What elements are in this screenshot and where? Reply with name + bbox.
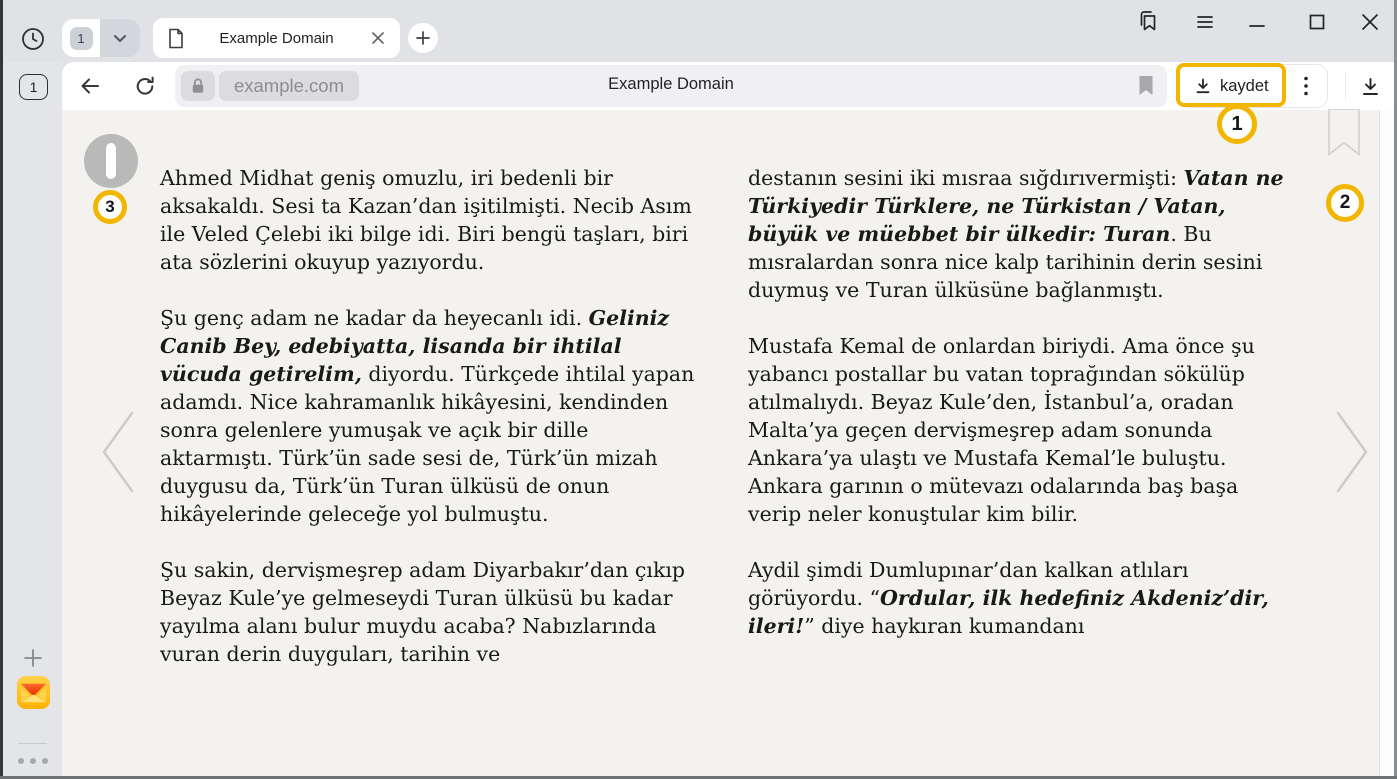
save-options-button[interactable] bbox=[1285, 75, 1327, 97]
download-icon bbox=[1194, 77, 1212, 95]
downloads-button[interactable] bbox=[1358, 74, 1382, 98]
tab-group-control bbox=[62, 19, 140, 57]
scrollbar-track[interactable] bbox=[1379, 110, 1394, 776]
maximize-icon bbox=[1307, 12, 1327, 32]
mail-app-button[interactable] bbox=[16, 675, 51, 710]
bookmark-flag-icon bbox=[1138, 75, 1154, 96]
tab-close-icon[interactable] bbox=[368, 28, 388, 48]
reader-paragraph: destanın sesini iki mısraa sığdırıvermişti: Vatan ne Türkiyedir Türklere, ne Türkistan / Vatan, büyük ve müebbet bir ülkedir: Turan. Bu mısralardan sonra nice kalp tarihinin derin sesini duymuş ve Turan ülküsüne bağlanmıştı. bbox=[748, 166, 1284, 302]
reader-column-right bbox=[748, 164, 1291, 696]
reader-paragraph: Şu sakin, dervişmeşrep adam Diyarbakır’dan çıkıp Beyaz Kule’ye gelmeseydi Turan ülküsü bu kadar yayılma alanı bulur muydu acaba? Nabızlarında vuran derin duyguları, tarihin ve bbox=[160, 558, 686, 666]
back-button[interactable] bbox=[77, 74, 103, 98]
reload-button[interactable] bbox=[133, 74, 157, 98]
page-icon bbox=[167, 28, 185, 49]
bookmark-flag-button[interactable] bbox=[1137, 74, 1154, 96]
arrow-left-icon bbox=[78, 74, 102, 98]
sidebar-tab-count-badge[interactable]: 1 bbox=[19, 74, 48, 100]
plus-icon bbox=[415, 30, 431, 46]
save-button-label: kaydet bbox=[1220, 76, 1269, 95]
annotation-badge-1: 1 bbox=[1217, 104, 1257, 144]
url-host-chip[interactable]: example.com bbox=[219, 71, 359, 101]
sidebar-more-button[interactable] bbox=[18, 755, 48, 767]
reader-column-left bbox=[160, 164, 703, 696]
history-button[interactable] bbox=[19, 25, 47, 53]
reader-columns bbox=[160, 164, 1292, 696]
chevron-right-icon bbox=[1330, 408, 1374, 496]
maximize-button[interactable] bbox=[1305, 10, 1329, 34]
save-button-group bbox=[1178, 64, 1328, 108]
sidebar bbox=[3, 62, 62, 776]
plus-icon bbox=[21, 646, 45, 670]
minimize-icon bbox=[1247, 12, 1267, 32]
tab-example-domain[interactable] bbox=[153, 18, 400, 58]
window-edge-left bbox=[0, 0, 3, 779]
minimize-button[interactable] bbox=[1245, 10, 1269, 34]
reader-view bbox=[62, 110, 1379, 776]
chevron-down-icon bbox=[111, 29, 129, 47]
toolbar bbox=[62, 62, 1394, 110]
tab-title: Example Domain bbox=[219, 29, 334, 47]
page-title: Example Domain bbox=[608, 75, 734, 93]
next-page-button[interactable] bbox=[1330, 408, 1374, 496]
reader-circle-icon[interactable] bbox=[84, 134, 138, 188]
tab-group-count-badge: 1 bbox=[70, 27, 93, 50]
yandex-mail-icon bbox=[16, 675, 51, 710]
annotation-badge-3: 3 bbox=[93, 190, 127, 224]
close-window-button[interactable] bbox=[1358, 10, 1382, 34]
tab-group-expand-button[interactable] bbox=[100, 19, 140, 57]
previous-page-button[interactable] bbox=[96, 408, 140, 496]
address-bar[interactable] bbox=[175, 65, 1167, 107]
hamburger-icon bbox=[1195, 12, 1215, 32]
bookmark-ribbon-icon bbox=[1328, 109, 1360, 157]
clock-icon bbox=[20, 26, 46, 52]
reader-paragraph: Aydil şimdi Dumlupınar’dan kalkan atlıları görüyordu. “Ordular, ilk hedefiniz Akdeniz’dir, ileri!” diye haykıran kumandanı bbox=[748, 558, 1269, 638]
reload-icon bbox=[133, 74, 157, 98]
kebab-menu-icon bbox=[1303, 75, 1309, 97]
tab-group-button[interactable] bbox=[62, 19, 100, 57]
download-icon bbox=[1360, 76, 1381, 97]
side-panel-button[interactable] bbox=[1136, 10, 1160, 34]
bookmark-ribbon[interactable] bbox=[1328, 109, 1360, 157]
tab-bar bbox=[3, 0, 1394, 62]
sidebar-divider bbox=[18, 743, 47, 744]
save-button[interactable] bbox=[1179, 77, 1285, 96]
reader-paragraph: Ahmed Midhat geniş omuzlu, iri bedenli bir aksakaldı. Sesi ta Kazan’dan işitilmişti. Necib Asım ile Veled Çelebi iki bilge idi. Biri bengü taşları, biri ata sözlerini okuyup yazıyordu. bbox=[160, 166, 692, 274]
sidebar-add-button[interactable] bbox=[20, 645, 46, 671]
close-icon bbox=[1360, 12, 1380, 32]
menu-button[interactable] bbox=[1193, 10, 1217, 34]
toolbar-divider bbox=[1345, 72, 1346, 100]
new-tab-button[interactable] bbox=[408, 23, 438, 53]
bookmarks-panel-icon bbox=[1136, 10, 1160, 34]
annotation-badge-2: 2 bbox=[1326, 184, 1364, 222]
reader-paragraph: Mustafa Kemal de onlardan biriydi. Ama önce şu yabancı postallar bu vatan toprağından sökülüp atılmalıydı. Beyaz Kule’den, İstanbul’a, oradan Malta’ya geçen dervişmeşrep adam sonunda Ankara’ya ulaştı ve Mustafa Kemal’le buluştu. Ankara garının o mütevazı odalarında baş başa verip neler konuştular kim bilir. bbox=[748, 334, 1255, 526]
reader-paragraph: Şu genç adam ne kadar da heyecanlı idi. Geliniz Canib Bey, edebiyatta, lisanda bir ihtilal vücuda getirelim, diyordu. Türkçede ihtilal yapan adamdı. Nice kahramanlık hikâyesini, kendinden sonra gelenlere yumuşak ve açık bir dille aktarmıştı. Türk’ün sade sesi de, Türk’ün mizah duygusu da, Türk’ün Turan ülküsü de onun hikâyelerinde geleceğe yol bulmuştu. bbox=[160, 306, 695, 526]
chevron-left-icon bbox=[96, 408, 140, 496]
